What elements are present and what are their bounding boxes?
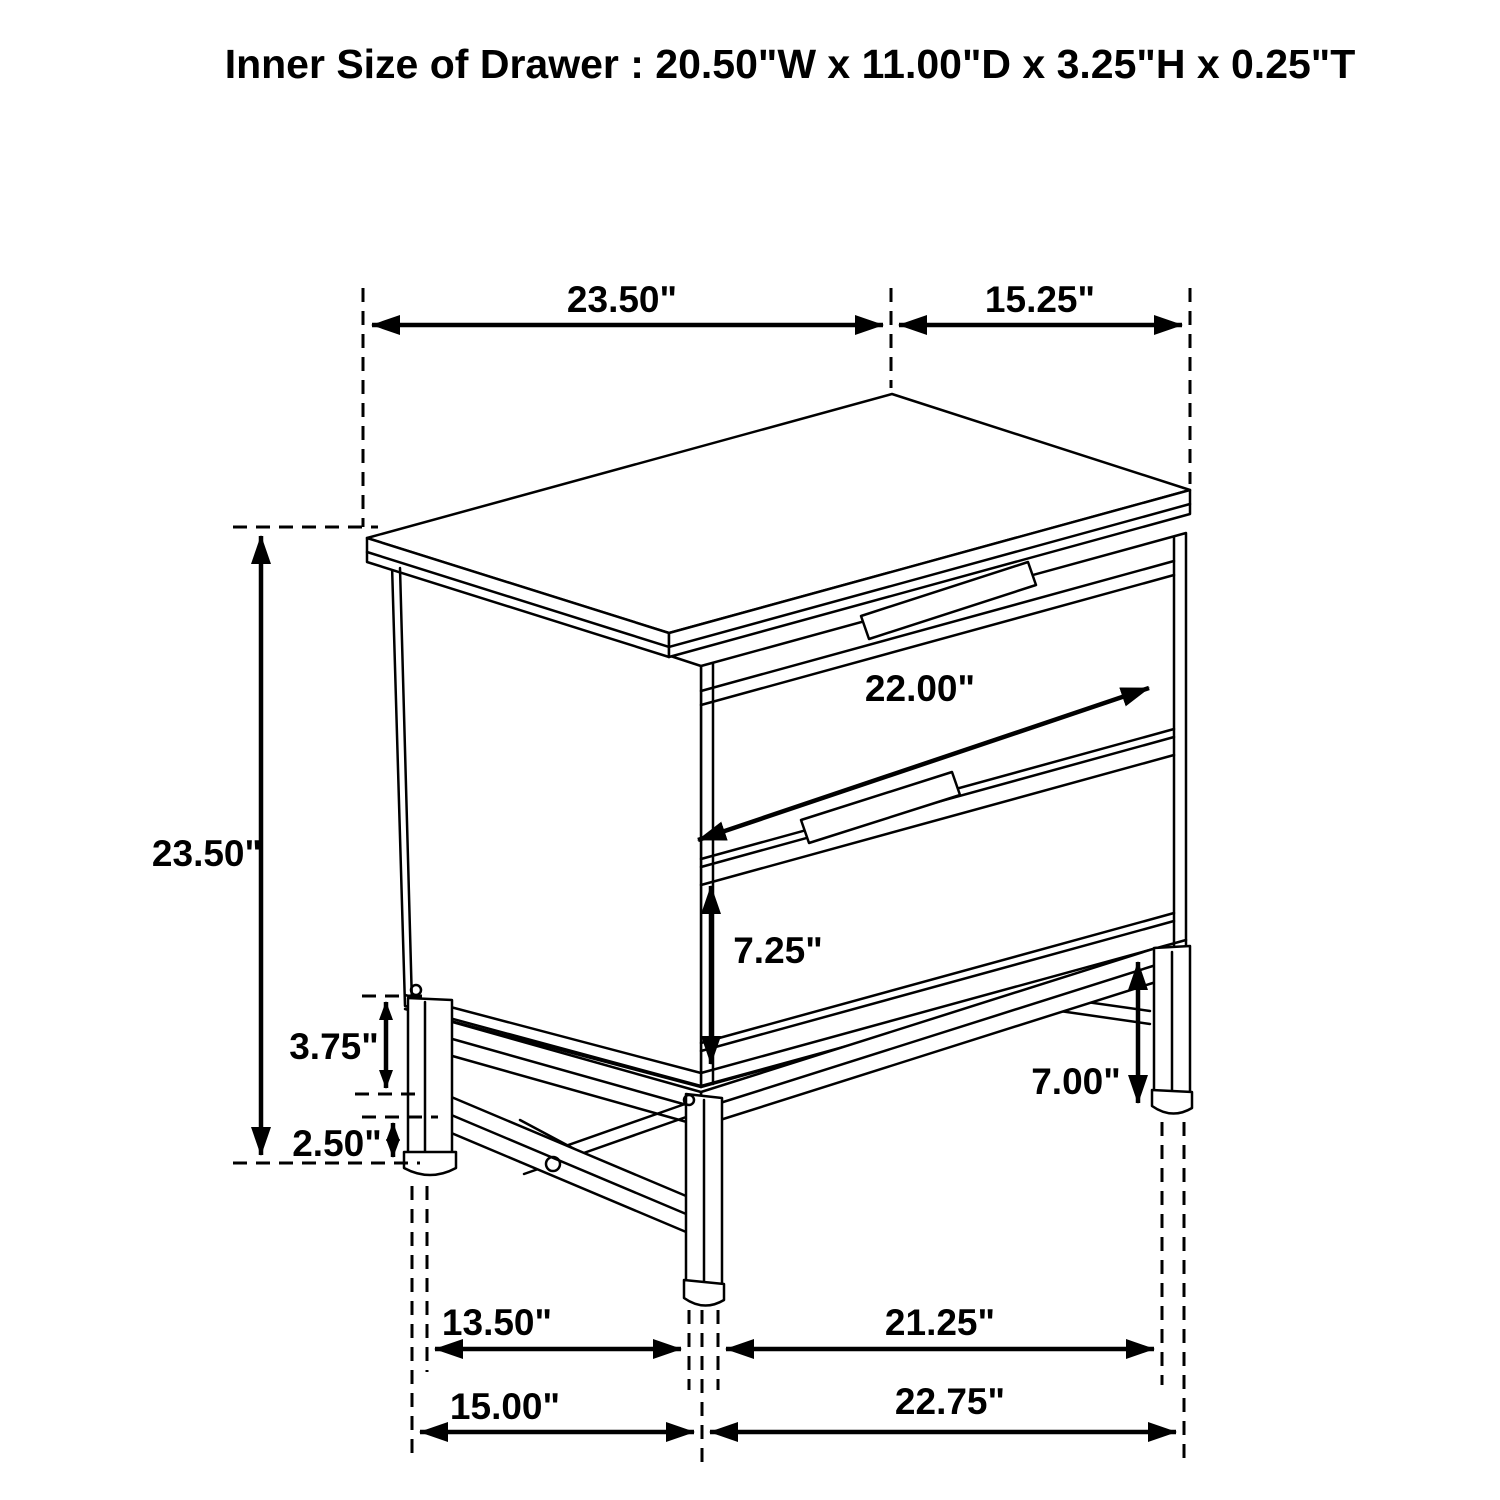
right-leg xyxy=(1152,946,1192,1114)
nightstand-drawing xyxy=(367,394,1192,1306)
left-leg xyxy=(404,998,456,1175)
dim-label-overall-height: 23.50" xyxy=(151,833,263,874)
dim-label-base-gap-upper: 3.75" xyxy=(289,1026,379,1067)
dim-label-base-inner-width: 13.50" xyxy=(441,1302,553,1343)
dim-label-base-inner-depth: 21.25" xyxy=(884,1302,996,1343)
dim-label-drawer-front-height: 7.25" xyxy=(733,930,823,971)
dim-label-base-outer-width: 15.00" xyxy=(449,1386,561,1427)
dim-label-leg-height: 7.00" xyxy=(1031,1061,1121,1102)
dim-label-base-outer-depth: 22.75" xyxy=(894,1381,1006,1422)
dim-label-base-gap-lower: 2.50" xyxy=(292,1123,382,1164)
dim-label-drawer-diagonal: 22.00" xyxy=(864,668,976,709)
diagram-title: Inner Size of Drawer : 20.50"W x 11.00"D x 3.25"H x 0.25"T xyxy=(224,41,1356,87)
dim-label-top-width: 23.50" xyxy=(566,279,678,320)
front-leg xyxy=(684,1094,724,1306)
dim-label-top-depth: 15.25" xyxy=(984,279,1096,320)
